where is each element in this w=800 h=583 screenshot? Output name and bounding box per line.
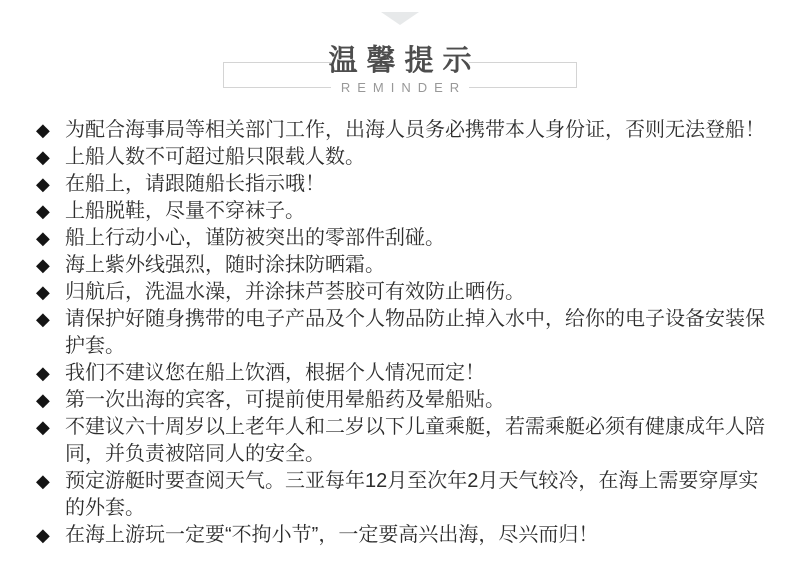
diamond-bullet-icon: ◆ — [36, 228, 50, 248]
reminder-text: 在海上游玩一定要“不拘小节”，一定要高兴出海，尽兴而归！ — [65, 524, 599, 546]
reminder-text: 我们不建议您在船上饮酒，根据个人情况而定！ — [65, 362, 485, 384]
list-item — [36, 414, 765, 468]
diamond-bullet-icon: ◆ — [36, 471, 50, 491]
list-item — [36, 117, 765, 144]
reminder-text: 归航后，洗温水澡，并涂抹芦荟胶可有效防止晒伤。 — [65, 281, 525, 303]
diamond-bullet-icon: ◆ — [36, 309, 50, 329]
reminder-text: 上船脱鞋，尽量不穿袜子。 — [65, 200, 305, 222]
diamond-bullet-icon: ◆ — [36, 174, 50, 194]
list-item — [36, 468, 765, 522]
list-item — [36, 360, 765, 387]
page-subtitle: REMINDER — [340, 80, 467, 95]
page-title: 温馨提示 — [328, 45, 481, 77]
reminder-text: 上船人数不可超过船只限载人数。 — [65, 146, 365, 168]
diamond-bullet-icon: ◆ — [36, 201, 50, 221]
list-item — [36, 225, 765, 252]
list-item — [36, 198, 765, 225]
list-item — [36, 279, 765, 306]
diamond-bullet-icon: ◆ — [36, 255, 50, 275]
diamond-bullet-icon: ◆ — [36, 282, 50, 302]
list-item — [36, 252, 765, 279]
diamond-bullet-icon: ◆ — [36, 525, 50, 545]
reminder-text: 海上紫外线强烈，随时涂抹防晒霜。 — [65, 254, 385, 276]
reminder-text: 在船上，请跟随船长指示哦！ — [65, 173, 325, 195]
reminder-text: 第一次出海的宾客，可提前使用晕船药及晕船贴。 — [65, 389, 505, 411]
diamond-bullet-icon: ◆ — [36, 363, 50, 383]
diamond-bullet-icon: ◆ — [36, 120, 50, 140]
reminder-text: 为配合海事局等相关部门工作，出海人员务必携带本人身份证，否则无法登船！ — [65, 119, 765, 141]
reminder-text: 船上行动小心，谨防被突出的零部件刮碰。 — [65, 227, 445, 249]
list-item — [36, 171, 765, 198]
reminder-list — [0, 117, 800, 549]
list-item — [36, 306, 765, 360]
diamond-bullet-icon: ◆ — [36, 390, 50, 410]
list-item — [36, 387, 765, 414]
triangle-down-icon — [381, 12, 419, 25]
reminder-text: 请保护好随身携带的电子产品及个人物品防止掉入水中，给你的电子设备安装保护套。 — [65, 308, 765, 357]
list-item — [36, 144, 765, 171]
header — [0, 0, 800, 117]
reminder-text: 预定游艇时要查阅天气。三亚每年12月至次年2月天气较冷，在海上需要穿厚实的外套。 — [65, 470, 759, 519]
reminder-text: 不建议六十周岁以上老年人和二岁以下儿童乘艇，若需乘艇必须有健康成年人陪同，并负责被陪同人的安全。 — [65, 416, 765, 465]
diamond-bullet-icon: ◆ — [36, 417, 50, 437]
diamond-bullet-icon: ◆ — [36, 147, 50, 167]
list-item — [36, 522, 765, 549]
